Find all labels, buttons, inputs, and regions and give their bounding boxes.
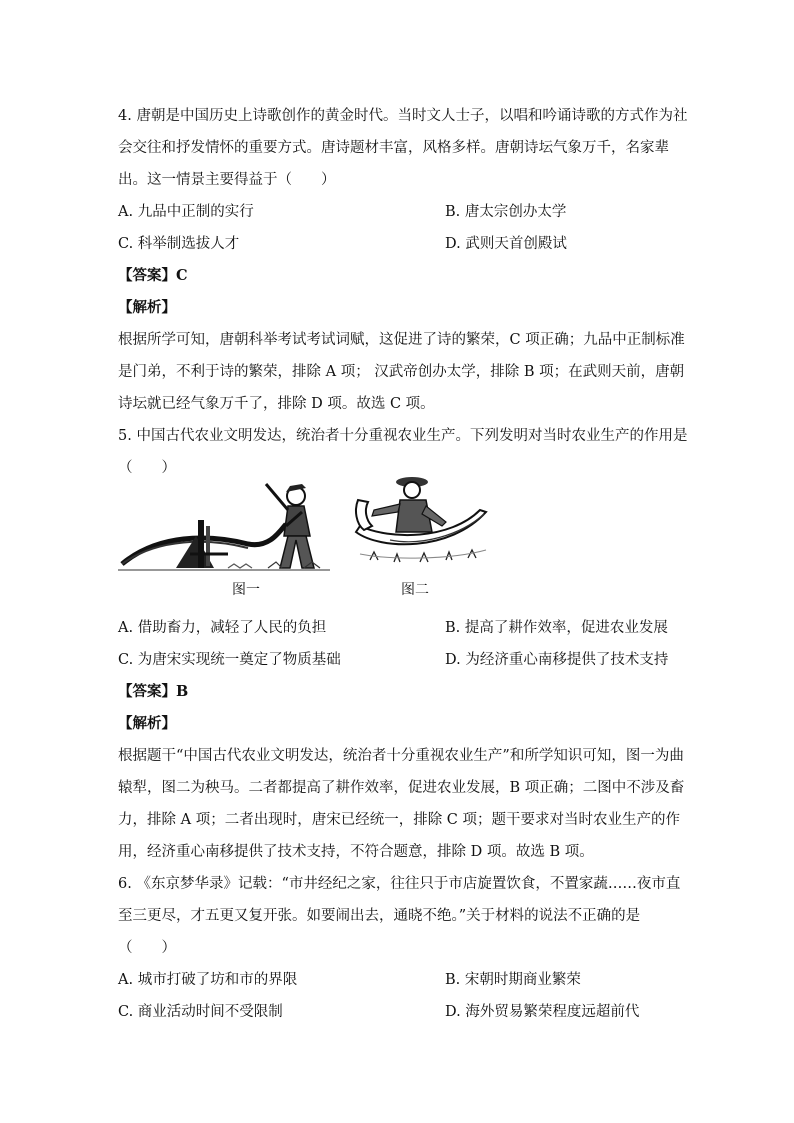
q4-answer: 【答案】C: [118, 267, 188, 284]
q4-option-c: C. 科举制选拔人才: [118, 236, 240, 252]
q4-analysis-line-1: 根据所学可知，唐朝科举考试考试词赋，这促进了诗的繁荣，C 项正确；九品中正制标准: [118, 332, 685, 348]
figure-1-plough-illustration: [118, 474, 330, 574]
figure-2-caption: 图二: [401, 582, 429, 598]
q5-analysis-line-3: 力，排除 A 项；二者出现时，唐宋已经统一，排除 C 项；题干要求对当时农业生产的作: [118, 812, 680, 828]
q5-analysis-label: 【解析】: [118, 715, 176, 732]
q4-analysis-line-2: 是门弟，不利于诗的繁荣，排除 A 项； 汉武帝创办太学，排除 B 项；在武则天前，唐朝: [118, 364, 685, 380]
q6-option-b: B. 宋朝时期商业繁荣: [445, 972, 581, 988]
q4-analysis-label: 【解析】: [118, 299, 176, 316]
q4-option-d: D. 武则天首创殿试: [445, 236, 567, 252]
q5-stem-line-2: （ ）: [118, 460, 176, 476]
figure-2-seedling-horse-illustration: [350, 470, 492, 570]
q4-stem-line-3: 出。这一情景主要得益于（ ）: [118, 172, 336, 188]
q6-stem-line-1: 6. 《东京梦华录》记载：“市井经纪之家，往往只于市店旋置饮食，不置家蔬……夜市直: [118, 876, 681, 892]
q5-analysis-line-4: 用，经济重心南移提供了技术支持，不符合题意，排除 D 项。故选 B 项。: [118, 844, 594, 860]
q5-answer: 【答案】B: [118, 683, 189, 700]
q5-analysis-line-1: 根据题干“中国古代农业文明发达，统治者十分重视农业生产”和所学知识可知，图一为曲: [118, 748, 684, 764]
q6-option-c: C. 商业活动时间不受限制: [118, 1004, 283, 1020]
q4-stem-line-1: 4. 唐朝是中国历史上诗歌创作的黄金时代。当时文人士子，以唱和吟诵诗歌的方式作为社: [118, 108, 688, 124]
figure-1-caption: 图一: [232, 582, 260, 598]
q5-analysis-line-2: 辕犁，图二为秧马。二者都提高了耕作效率，促进农业发展，B 项正确；二图中不涉及畜: [118, 780, 685, 796]
q6-option-d: D. 海外贸易繁荣程度远超前代: [445, 1004, 640, 1020]
q6-option-a: A. 城市打破了坊和市的界限: [118, 972, 298, 988]
q6-stem-line-2: 至三更尽，才五更又复开张。如要闹出去，通晓不绝。”关于材料的说法不正确的是: [118, 908, 641, 924]
q5-option-a: A. 借助畜力，减轻了人民的负担: [118, 620, 327, 636]
q4-stem-line-2: 会交往和抒发情怀的重要方式。唐诗题材丰富，风格多样。唐朝诗坛气象万千，名家辈: [118, 140, 669, 156]
q5-option-d: D. 为经济重心南移提供了技术支持: [445, 652, 669, 668]
q5-option-c: C. 为唐宋实现统一奠定了物质基础: [118, 652, 341, 668]
q4-option-b: B. 唐太宗创办太学: [445, 204, 567, 220]
q4-analysis-line-3: 诗坛就已经气象万千了，排除 D 项。故选 C 项。: [118, 396, 435, 412]
q6-stem-line-3: （ ）: [118, 940, 176, 956]
q4-option-a: A. 九品中正制的实行: [118, 204, 254, 220]
q5-stem-line-1: 5. 中国古代农业文明发达，统治者十分重视农业生产。下列发明对当时农业生产的作用是: [118, 428, 688, 444]
q5-option-b: B. 提高了耕作效率，促进农业发展: [445, 620, 668, 636]
